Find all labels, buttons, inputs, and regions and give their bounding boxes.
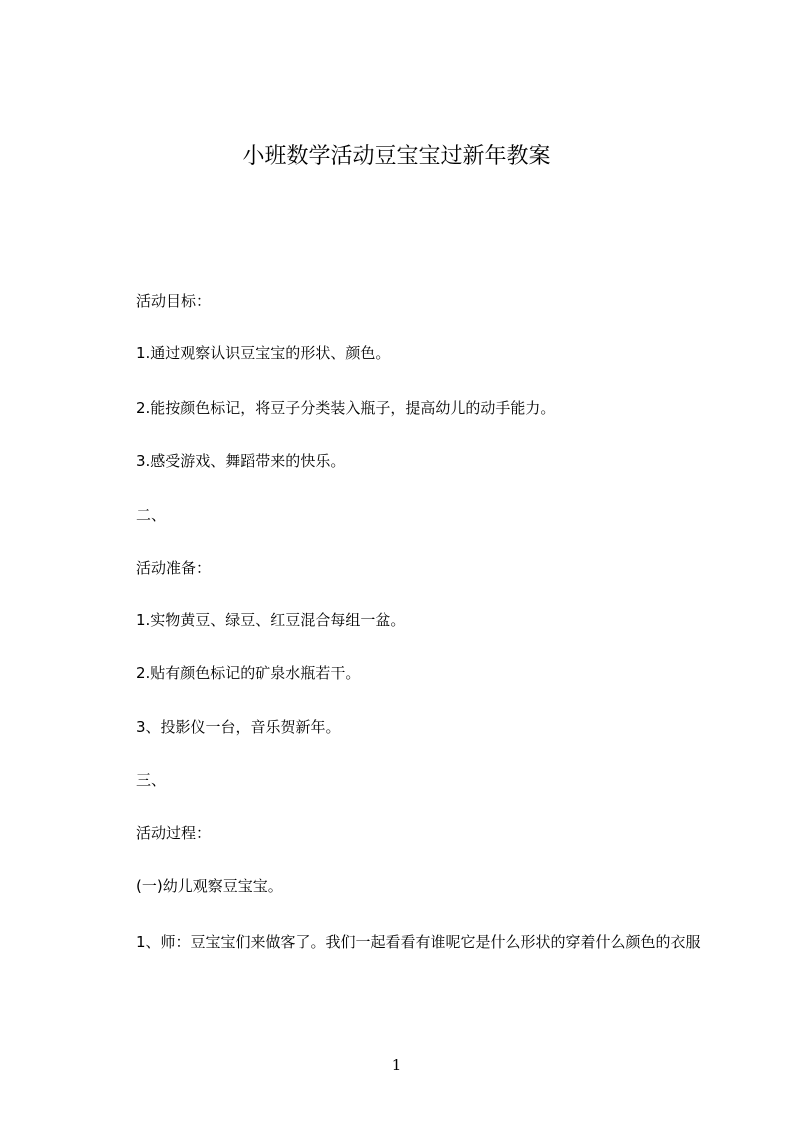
paragraph-activity-preparation-heading: 活动准备： (136, 559, 212, 577)
paragraph-goal-1: 1.通过观察认识豆宝宝的形状、颜色。 (136, 344, 391, 362)
paragraph-process-step-one: (一)幼儿观察豆宝宝。 (136, 877, 283, 895)
paragraph-preparation-2: 2.贴有颜色标记的矿泉水瓶若干。 (136, 664, 361, 682)
paragraph-section-three: 三、 (136, 771, 167, 789)
paragraph-goal-3: 3.感受游戏、舞蹈带来的快乐。 (136, 452, 346, 470)
paragraph-activity-process-heading: 活动过程： (136, 824, 212, 842)
paragraph-preparation-1: 1.实物黄豆、绿豆、红豆混合每组一盆。 (136, 611, 406, 629)
paragraph-goal-2: 2.能按颜色标记，将豆子分类装入瓶子，提高幼儿的动手能力。 (136, 399, 556, 417)
paragraph-section-two: 二、 (136, 506, 167, 524)
paragraph-activity-goals-heading: 活动目标： (136, 292, 212, 310)
document-title: 小班数学活动豆宝宝过新年教案 (242, 144, 551, 169)
paragraph-preparation-3: 3、投影仪一台，音乐贺新年。 (136, 718, 341, 736)
page-number: 1 (391, 1056, 402, 1074)
paragraph-teacher-dialogue: 1、师：豆宝宝们来做客了。我们一起看看有谁呢它是什么形状的穿着什么颜色的衣服 (136, 933, 701, 951)
